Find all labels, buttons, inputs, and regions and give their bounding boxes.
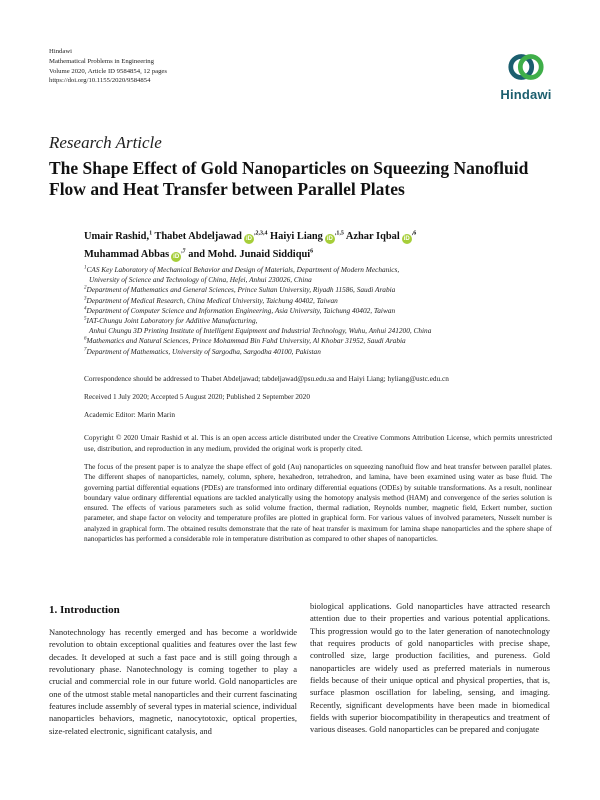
article-type: Research Article [49,133,162,152]
hindawi-logo-icon [507,48,545,86]
copyright-notice: Copyright © 2020 Umair Rashid et al. This is an open access article distributed under the Creative Commons Attribution License, which permits unrestricted use, distribution, and reproduction in any medium, provided the original work is properly cited. [84,433,552,454]
affiliation-list [84,265,574,357]
abstract: The focus of the present paper is to analyze the shape effect of gold (Au) nanoparticles on squeezing nanofluid flow and heat transfer between parallel plates. The different shapes of nanoparticles, namely, column, sphere, hexahedron, tetrahedron, and lamina, have been examined using water as base fluid. The governing partial differential equations (PDEs) are transformed into ordinary differential equations (ODEs) by suitable transformations. As a result, nonlinear boundary value ordinary differential equations are tackled analytically using the homotopy analysis method (HAM) and convergence of the series solution is ensured. The effects of various parameters such as solid volume fraction, thermal radiation, Reynolds number, magnetic field, Eckert number, suction parameter, and shape factor on velocity and temperature profiles are plotted in graphical form. For various values of involved parameters, Nusselt number is analyzed in graphical form. The obtained results demonstrate that the rate of heat transfer is maximum for lamina shape nanoparticles and the sphere shape of nanoparticles has performed a considerable role in temperature distribution as compared to other shapes of nanoparticles. [84,462,552,544]
affiliation-line [84,326,574,336]
journal-name: Mathematical Problems in Engineering [49,57,154,65]
affiliation-number: 7 [84,347,87,353]
author-affiliation-marker: ,6 [411,230,417,237]
affiliation-text: Department of Mathematics, University of Sargodha, Sargodha 40100, Pakistan [86,346,321,356]
hindawi-logo [496,48,556,106]
section-heading: 1. Introduction [49,604,120,616]
volume-line: Volume 2020, Article ID 9584854, 12 pages [49,67,168,75]
affiliation-line [84,275,574,285]
affiliation-number: 5 [84,316,87,322]
affiliation-text: CAS Key Laboratory of Mechanical Behavior and Design of Materials, Department of Modern Mechanics, [86,265,400,274]
orcid-icon[interactable]: iD [326,236,333,242]
publisher-name: Hindawi [49,48,73,55]
author-affiliation-marker: ,2,3,4 [253,230,268,237]
intro-paragraph-left: Nanotechnology has recently emerged and has become a worldwide revolution to obtain exceptional qualities and features over the last few decades. It developed at such a fast pace and is still going through a revolutionary phase. Nanotechnology is coming together to play a crucial and commercial role in our future world. Gold nanoparticles are one of the utmost stable metal nanoparticles and their current fascinating features include assembly of several types in material science, individual nanoparticles behaviors, magnetic, nanocytotoxic, optical properties, size-related electronic, significant catalysis, and [49,627,297,736]
affiliation-text: IAT-Chungu Joint Laboratory for Additive Manufacturing, [86,316,258,326]
affiliation-text: Anhui Chungu 3D Printing Institute of Intelligent Equipment and Industrial Technology, Wuhu, Anhui 241200, China [89,326,432,336]
author-name: Azhar Iqbal [343,231,400,242]
affiliation-line [84,296,574,306]
author-name: Thabet Abdeljawad [152,231,242,242]
author-name: Muhammad Abbas [84,248,170,260]
affiliation-line [84,265,574,275]
affiliation-text: Department of Computer Science and Information Engineering, Asia University, Taichung 40402, Taiwan [86,305,396,315]
journal-info [49,47,167,86]
affiliation-number: 4 [84,306,87,312]
doi-link[interactable]: https://doi.org/10.1155/2020/9584854 [49,77,151,85]
affiliation-text: Mathematics and Natural Sciences, Prince Mohammad Bin Fahd University, Al Khobar 31952, Saudi Arabia [86,336,406,346]
orcid-icon[interactable]: iD [245,236,252,242]
paper-title: The Shape Effect of Gold Nanoparticles on Squeezing Nanofluid Flow and Heat Transfer between Parallel Plates [49,158,529,199]
author-name: Haiyi Liang [267,231,323,242]
academic-editor: Academic Editor: Marin Marin [84,410,175,419]
orcid-icon[interactable]: iD [173,253,180,260]
affiliation-line [84,285,574,295]
affiliation-line [84,316,574,326]
author-name: Umair Rashid, [84,231,150,242]
author-affiliation-marker: 6 [310,248,314,255]
affiliation-number: 2 [84,285,87,291]
affiliation-line [84,347,574,357]
affiliation-number: 1 [84,265,87,271]
affiliation-line [84,306,574,316]
affiliation-text: Department of Medical Research, China Medical University, Taichung 40402, Taiwan [86,295,338,305]
author-list [84,228,554,263]
author-affiliation-marker: ,7 [181,248,186,255]
correspondence-line: Correspondence should be addressed to Thabet Abdeljawad; tabdeljawad@psu.edu.sa and Haiyi Liang; hyliang@ustc.edu.cn [84,374,449,383]
affiliation-line [84,336,574,346]
affiliation-text: Department of Mathematics and General Sciences, Prince Sultan University, Riyadh 11586, Saudi Arabia [86,285,396,295]
affiliation-number: 6 [84,337,87,342]
orcid-icon[interactable]: iD [403,236,410,242]
affiliation-text: University of Science and Technology of China, Hefei, Anhui 230026, China [89,275,312,285]
publication-dates: Received 1 July 2020; Accepted 5 August 2020; Published 2 September 2020 [84,392,310,401]
author-affiliation-marker: ,1,5 [334,230,344,237]
affiliation-number: 3 [84,296,87,302]
author-affiliation-marker: 1 [149,230,153,237]
author-name: and Mohd. Junaid Siddiqui [185,248,311,260]
intro-paragraph-right: biological applications. Gold nanoparticles have attracted research attention due to their properties and various potential applications. This progression would go to the later generation of nanotechnology that requires products of gold nanoparticles with precise shape, controlled size, large production facilities, and pureness. Gold nanoparticles are widely used as preferred materials in numerous fields because of their unique optical and physical properties, that is, surface plasmon oscillation for labeling, sensing, and imaging. Recently, significant developments have been made in biomedical fields with superior biocompatibility in therapeutics and treatment of various diseases. Gold nanoparticles can be prepared and conjugate [310,601,550,735]
hindawi-logo-text: Hindawi [500,87,552,102]
